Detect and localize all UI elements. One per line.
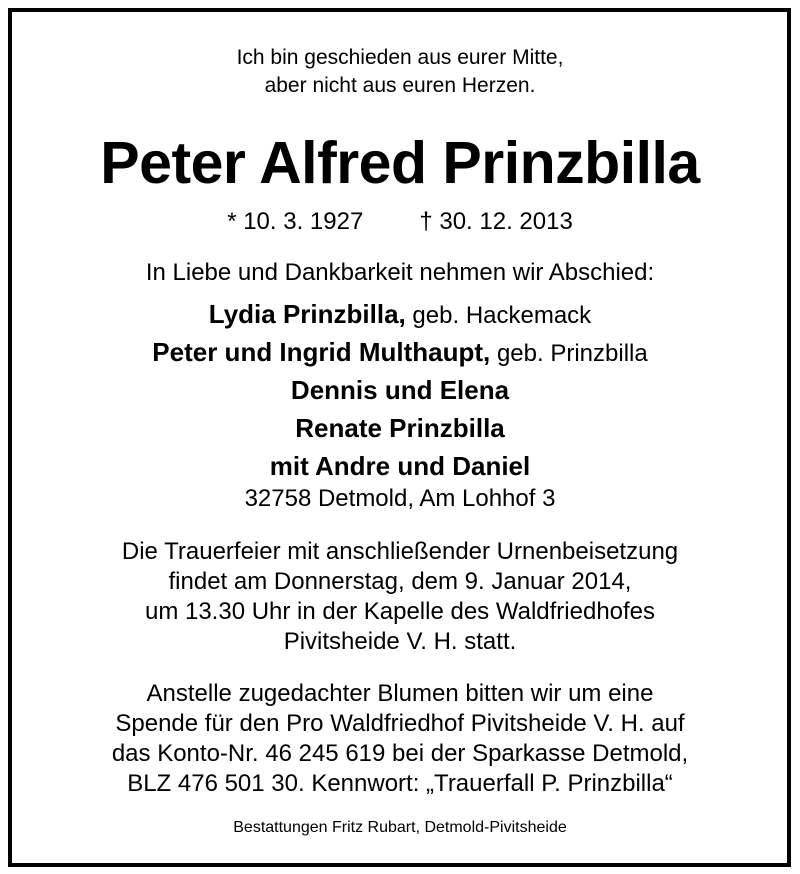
birth-date: * 10. 3. 1927 [227,208,364,235]
mourner-note: geb. Prinzbilla [490,340,648,367]
ceremony-line: um 13.30 Uhr in der Kapelle des Waldfriedhofes [144,598,656,625]
life-dates [0,207,800,237]
mourner-name: Dennis und Elena [290,375,510,405]
mourner-line [0,372,800,410]
mourner-name: Peter und Ingrid Multhaupt, [152,337,491,367]
donation-line: das Konto-Nr. 46 245 619 bei der Sparkasse Detmold, [111,740,689,767]
mourner-line [0,410,800,448]
motto [0,44,800,100]
mourner-name: Lydia Prinzbilla, [208,299,406,329]
motto-line: Ich bin geschieden aus eurer Mitte, [236,46,564,69]
mourner-line [0,296,800,334]
mourner-line [0,448,800,486]
donation-request [0,679,800,799]
death-date: † 30. 12. 2013 [419,208,573,235]
mourner-line [0,334,800,372]
mourners-list [0,296,800,486]
ceremony-line: Die Trauerfeier mit anschließender Urnenbeisetzung [121,538,679,565]
undertaker-credit: Bestattungen Fritz Rubart, Detmold-Pivitsheide [233,819,567,836]
donation-line: Anstelle zugedachter Blumen bitten wir um eine [146,680,654,707]
donation-line: BLZ 476 501 30. Kennwort: „Trauerfall P. Prinzbilla“ [127,770,673,797]
mourner-name: mit Andre und Daniel [269,451,531,481]
farewell-intro: In Liebe und Dankbarkeit nehmen wir Abschied: [145,259,655,286]
donation-line: Spende für den Pro Waldfriedhof Pivitsheide V. H. auf [115,710,685,737]
ceremony-info [0,537,800,657]
ceremony-line: findet am Donnerstag, dem 9. Januar 2014, [168,568,632,595]
deceased-name: Peter Alfred Prinzbilla [100,130,700,196]
mourner-note: geb. Hackemack [405,302,592,329]
mourner-name: Renate Prinzbilla [295,413,505,443]
ceremony-line: Pivitsheide V. H. statt. [283,628,517,655]
motto-line: aber nicht aus euren Herzen. [264,74,536,97]
family-address: 32758 Detmold, Am Lohhof 3 [244,485,556,512]
